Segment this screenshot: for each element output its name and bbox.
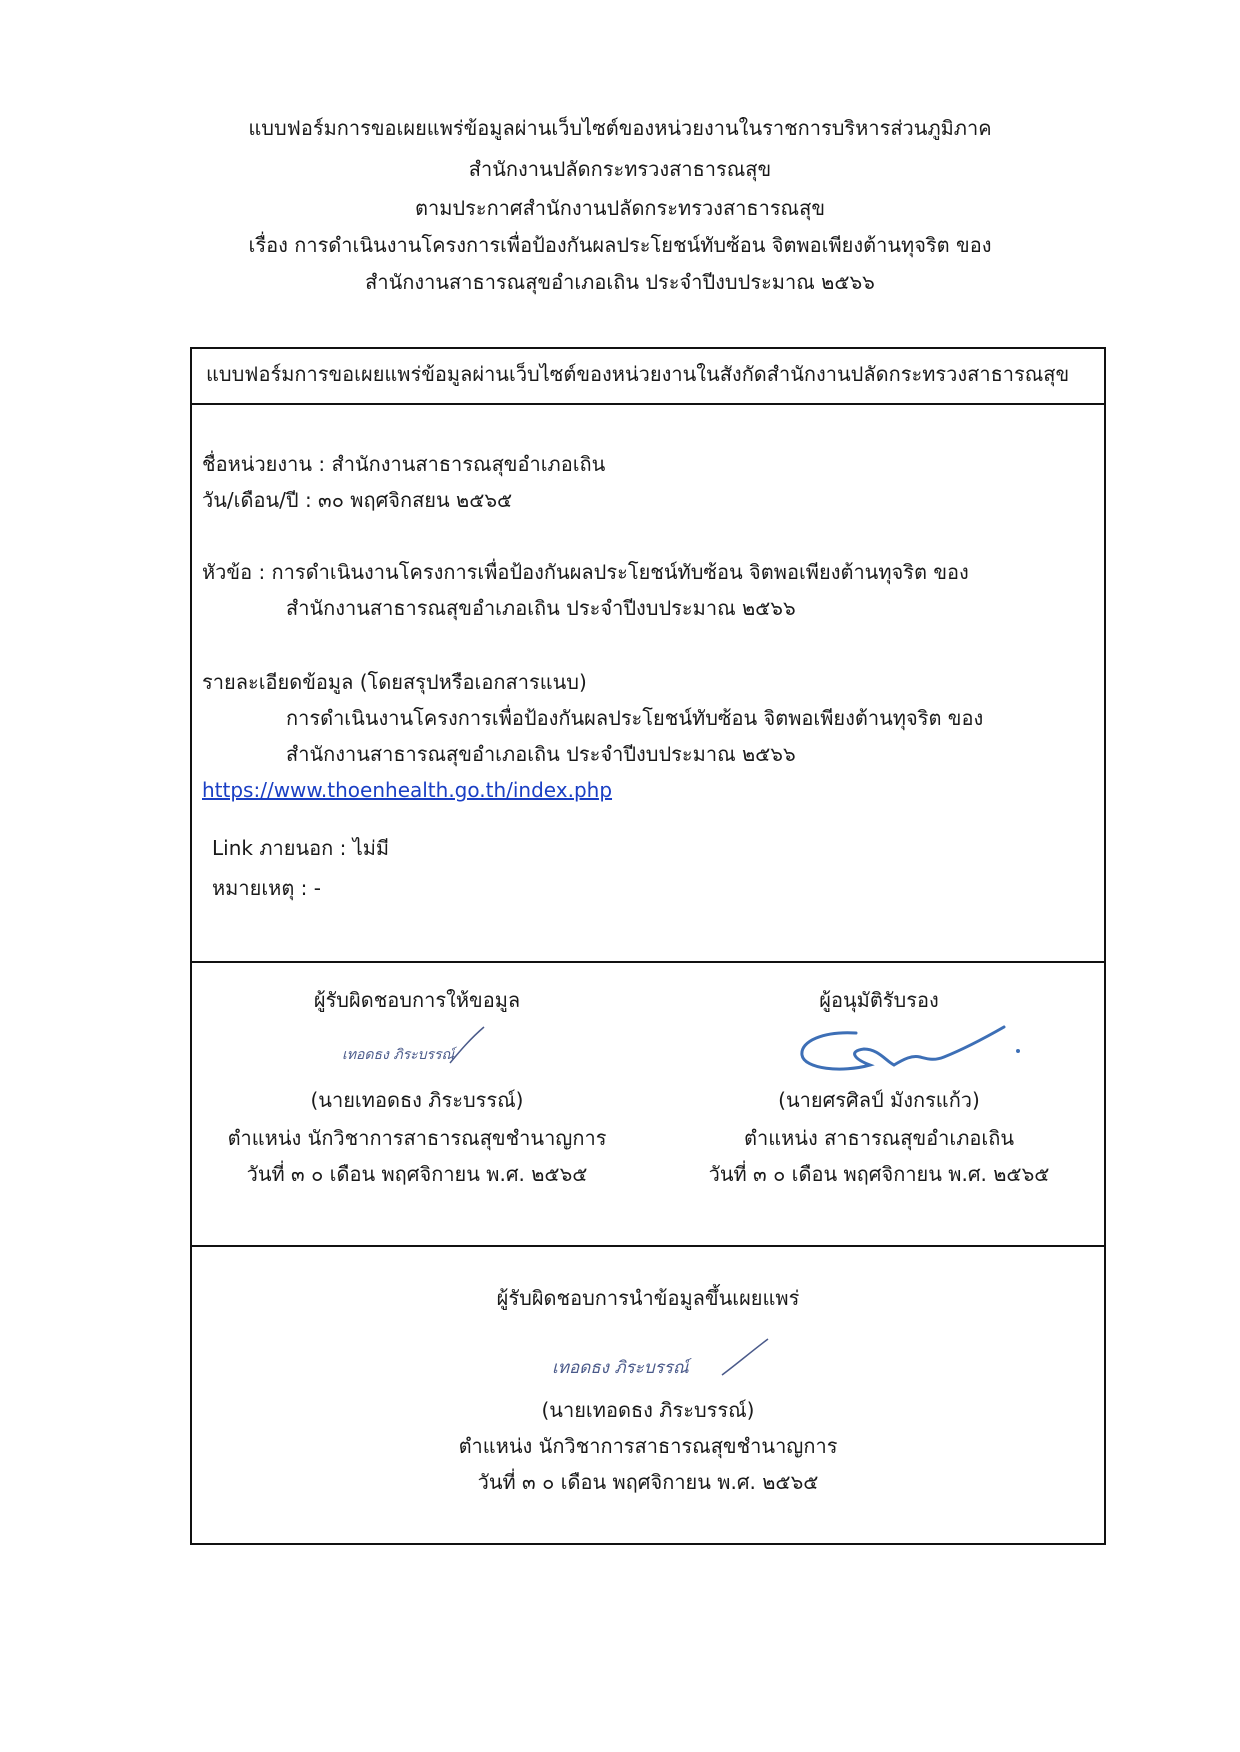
form-info-section [192, 405, 1104, 963]
detail-label: รายละเอียดข้อมูล (โดยสรุปหรือเอกสารแนบ) [202, 670, 587, 694]
form-date: วัน/เดือน/ปี : ๓๐ พฤศจิกสยน ๒๕๖๕ [202, 488, 513, 512]
provider-role: ผู้รับผิดชอบการให้ขอมูล [313, 988, 521, 1012]
provider-signature-stroke [450, 1027, 484, 1063]
approver-position: ตำแหน่ง สาธารณสุขอำเภอเถิน [743, 1126, 1015, 1150]
detail-line-2: สำนักงานสาธารณสุขอำเภอเถิน ประจำปีงบประมาณ ๒๕๖๖ [286, 742, 796, 766]
header-subject-continued: สำนักงานสาธารณสุขอำเภอเถิน ประจำปีงบประมาณ ๒๕๖๖ [365, 270, 875, 294]
publisher-name: (นายเทอดธง ภิระบรรณ์) [541, 1398, 755, 1422]
agency-name: ชื่อหน่วยงาน : สำนักงานสาธารณสุขอำเภอเถิน [202, 452, 606, 476]
publisher-signature [552, 1333, 782, 1383]
form-table-title: แบบฟอร์มการขอเผยแพร่ข้อมูลผ่านเว็บไซต์ของหน่วยงานในสังกัดสำนักงานปลัดกระทรวงสาธารณสุข [192, 349, 1104, 405]
provider-signature [342, 1021, 492, 1071]
topic-line-2: สำนักงานสาธารณสุขอำเภอเถิน ประจำปีงบประมาณ ๒๕๖๖ [286, 596, 796, 620]
remark-note: หมายเหตุ : - [212, 876, 321, 900]
publisher-section [192, 1247, 1104, 1543]
publisher-date: วันที่ ๓ ๐ เดือน พฤศจิกายน พ.ศ. ๒๕๖๕ [477, 1470, 819, 1494]
document-header [0, 108, 1240, 301]
approver-signature-dot [1016, 1049, 1020, 1053]
publisher-position: ตำแหน่ง นักวิชาการสาธารณสุขชำนาญการ [458, 1434, 838, 1458]
header-form-title: แบบฟอร์มการขอเผยแพร่ข้อมูลผ่านเว็บไซต์ของหน่วยงานในราชการบริหารส่วนภูมิภาค [248, 116, 992, 140]
publication-form-table [190, 347, 1106, 1545]
provider-signature-text: เทอดธง ภิระบรรณ์ [342, 1047, 455, 1063]
approver-role: ผู้อนุมัติรับรอง [819, 988, 939, 1012]
approver-date: วันที่ ๓ ๐ เดือน พฤศจิกายน พ.ศ. ๒๕๖๕ [708, 1162, 1050, 1186]
header-subject: เรื่อง การดำเนินงานโครงการเพื่อป้องกันผลประโยชน์ทับซ้อน จิตพอเพียงต้านทุจริต ของ [248, 233, 992, 257]
signature-section [192, 963, 1104, 1247]
approver-signature [794, 1021, 1024, 1081]
provider-date: วันที่ ๓ ๐ เดือน พฤศจิกายน พ.ศ. ๒๕๖๕ [246, 1162, 588, 1186]
provider-position: ตำแหน่ง นักวิชาการสาธารณสุขชำนาญการ [227, 1126, 607, 1150]
approver-signature-stroke [802, 1027, 1004, 1069]
publisher-signature-stroke [722, 1339, 768, 1375]
approver-name: (นายศรศิลป์ มังกรแก้ว) [778, 1088, 980, 1112]
header-announcement: ตามประกาศสำนักงานปลัดกระทรวงสาธารณสุข [414, 196, 825, 220]
topic-line-1: หัวข้อ : การดำเนินงานโครงการเพื่อป้องกันผลประโยชน์ทับซ้อน จิตพอเพียงต้านทุจริต ของ [202, 560, 969, 584]
external-link-note: Link ภายนอก : ไม่มี [212, 836, 390, 860]
header-office: สำนักงานปลัดกระทรวงสาธารณสุข [468, 157, 772, 181]
detail-line-1: การดำเนินงานโครงการเพื่อป้องกันผลประโยชน์ทับซ้อน จิตพอเพียงต้านทุจริต ของ [286, 706, 984, 730]
publisher-role: ผู้รับผิดชอบการนำข้อมูลขึ้นเผยแพร่ [496, 1286, 800, 1310]
provider-name: (นายเทอดธง ภิระบรรณ์) [310, 1088, 524, 1112]
publisher-signature-text: เทอดธง ภิระบรรณ์ [552, 1358, 689, 1378]
website-link[interactable]: https://www.thoenhealth.go.th/index.php [202, 778, 613, 802]
